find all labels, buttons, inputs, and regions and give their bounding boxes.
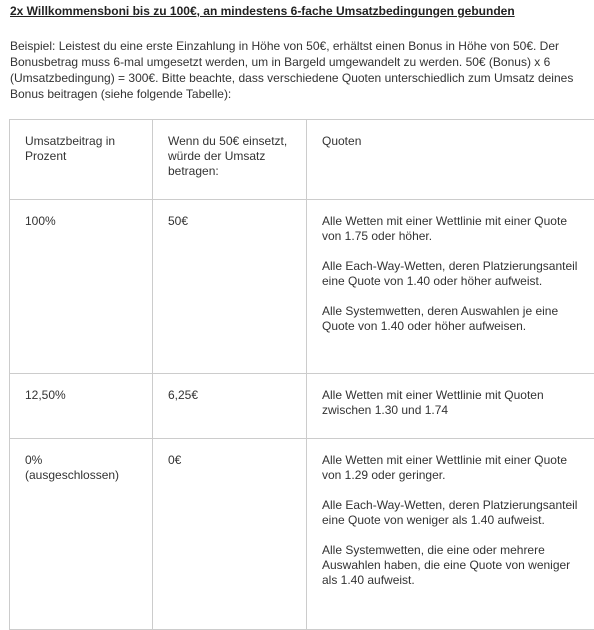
quoten-paragraph: Alle Each-Way-Wetten, deren Platzierungsanteil eine Quote von 1.40 oder höher aufweist. <box>322 259 582 289</box>
header-cell-quoten: Quoten <box>307 120 594 200</box>
cell-percent: 0% (ausgeschlossen) <box>10 439 153 630</box>
cell-percent: 12,50% <box>10 374 153 439</box>
cell-amount: 0€ <box>153 439 307 630</box>
header-cell-amount: Wenn du 50€ einsetzt, würde der Umsatz betragen: <box>153 120 307 200</box>
quoten-paragraph: Alle Wetten mit einer Wettlinie mit einer Quote von 1.75 oder höher. <box>322 214 582 244</box>
quoten-paragraph: Alle Systemwetten, die eine oder mehrere Auswahlen haben, die eine Quote von weniger als 1.40 aufweist. <box>322 543 582 588</box>
cell-percent: 100% <box>10 200 153 374</box>
table-header-row <box>10 120 594 200</box>
quoten-paragraph: Alle Systemwetten, deren Auswahlen je eine Quote von 1.40 oder höher aufweisen. <box>322 304 582 334</box>
cell-quoten <box>307 374 594 439</box>
quoten-paragraph: Alle Wetten mit einer Wettlinie mit einer Quote von 1.29 oder geringer. <box>322 453 582 483</box>
header-cell-percent: Umsatzbeitrag in Prozent <box>10 120 153 200</box>
section-heading: 2x Willkommensboni bis zu 100€, an mindestens 6-fache Umsatzbedingungen gebunden <box>10 4 515 18</box>
table-row <box>10 200 594 374</box>
wagering-table <box>9 119 594 630</box>
cell-amount: 50€ <box>153 200 307 374</box>
table-row <box>10 374 594 439</box>
quoten-paragraph: Alle Wetten mit einer Wettlinie mit Quoten zwischen 1.30 und 1.74 <box>322 388 582 418</box>
quoten-paragraph: Alle Each-Way-Wetten, deren Platzierungsanteil eine Quote von weniger als 1.40 aufweist. <box>322 498 582 528</box>
cell-quoten <box>307 200 594 374</box>
table-row <box>10 439 594 630</box>
intro-paragraph: Beispiel: Leistest du eine erste Einzahlung in Höhe von 50€, erhältst einen Bonus in Höhe von 50€. Der Bonusbetrag muss 6-mal umgesetzt werden, um in Bargeld umgewandelt zu werden. 50€ (Bonus) x 6 (Umsatzbedingung) = 300€. Bitte beachte, dass verschiedene Quoten unterschiedlich zum Umsatz deines Bonus beitragen (siehe folgende Tabelle): <box>10 38 590 102</box>
cell-amount: 6,25€ <box>153 374 307 439</box>
cell-quoten <box>307 439 594 630</box>
